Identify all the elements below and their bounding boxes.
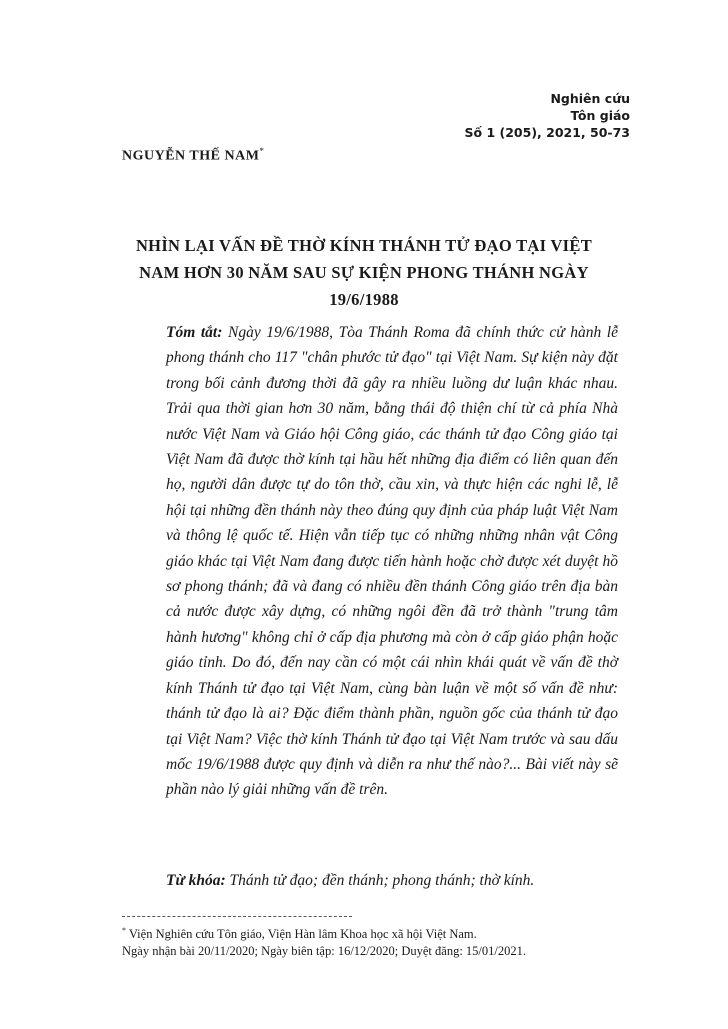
title-line-3: 19/6/1988 — [329, 290, 399, 309]
keywords-text: Thánh tử đạo; đền thánh; phong thánh; thờ kính. — [229, 872, 535, 889]
footnote-divider — [122, 916, 352, 917]
author-name: NGUYỄN THẾ NAM — [122, 148, 260, 164]
abstract-label: Tóm tắt: — [166, 324, 223, 341]
journal-name-line1: Nghiên cứu — [550, 91, 630, 106]
keywords-label: Từ khóa: — [166, 872, 226, 889]
title-line-2: NAM HƠN 30 NĂM SAU SỰ KIỆN PHONG THÁNH NGÀY — [139, 263, 589, 282]
footnote — [122, 922, 622, 960]
title-line-1: NHÌN LẠI VẤN ĐỀ THỜ KÍNH THÁNH TỬ ĐẠO TẠI VIỆT — [135, 236, 593, 255]
journal-issue: Số 1 (205), 2021, 50-73 — [464, 125, 630, 140]
journal-name-line2: Tôn giáo — [570, 108, 630, 123]
footnote-affiliation-line — [122, 922, 622, 943]
author-line — [122, 146, 264, 165]
footnote-dates: Ngày nhận bài 20/11/2020; Ngày biên tập: 16/12/2020; Duyệt đăng: 15/01/2021. — [122, 944, 526, 959]
article-title — [110, 232, 618, 313]
keywords — [166, 868, 618, 893]
footnote-mark: * — [122, 926, 126, 935]
author-footnote-mark: * — [259, 146, 265, 156]
footnote-affiliation: Viện Nghiên cứu Tôn giáo, Viện Hàn lâm Khoa học xã hội Việt Nam. — [128, 927, 477, 942]
journal-header — [465, 90, 630, 141]
abstract — [166, 320, 618, 803]
abstract-text: Ngày 19/6/1988, Tòa Thánh Roma đã chính thức cử hành lễ phong thánh cho 117 "chân phước tử đạo" tại Việt Nam. Sự kiện này đặt trong bối cảnh đương thời đã gây ra nhiều luồng dư luận khác nhau. Trải qua thời gian hơn 30 năm, bằng thái độ thiện chí từ cả phía Nhà nước Việt Nam và Giáo hội Công giáo, các thánh tử đạo Công giáo tại Việt Nam đã được thờ kính tại hầu hết những địa điểm có liên quan đến họ, người dân được tự do tôn thờ, cầu xin, và thực hiện các nghi lễ, lễ hội tại những đền thánh này theo đúng quy định của pháp luật Việt Nam và thông lệ quốc tế. Hiện vẫn tiếp tục có những những nhân vật Công giáo khác tại Việt Nam đang được tiến hành hoặc chờ được xét duyệt hồ sơ phong thánh; đã và đang có nhiều đền thánh Công giáo trên địa bàn cả nước được xây dựng, có những ngôi đền đã trở thành "trung tâm hành hương" không chỉ ở cấp địa phương mà còn ở cấp giáo phận hoặc giáo tỉnh. Do đó, đến nay cần có một cái nhìn khái quát về vấn đề thờ kính Thánh tử đạo tại Việt Nam, cùng bàn luận về một số vấn đề như: thánh tử đạo là ai? Đặc điểm thành phần, nguồn gốc của thánh tử đạo tại Việt Nam? Việc thờ kính Thánh tử đạo tại Việt Nam trước và sau dấu mốc 19/6/1988 được quy định và diễn ra như thế nào?... Bài viết này sẽ phần nào lý giải những vấn đề trên. — [166, 324, 618, 799]
